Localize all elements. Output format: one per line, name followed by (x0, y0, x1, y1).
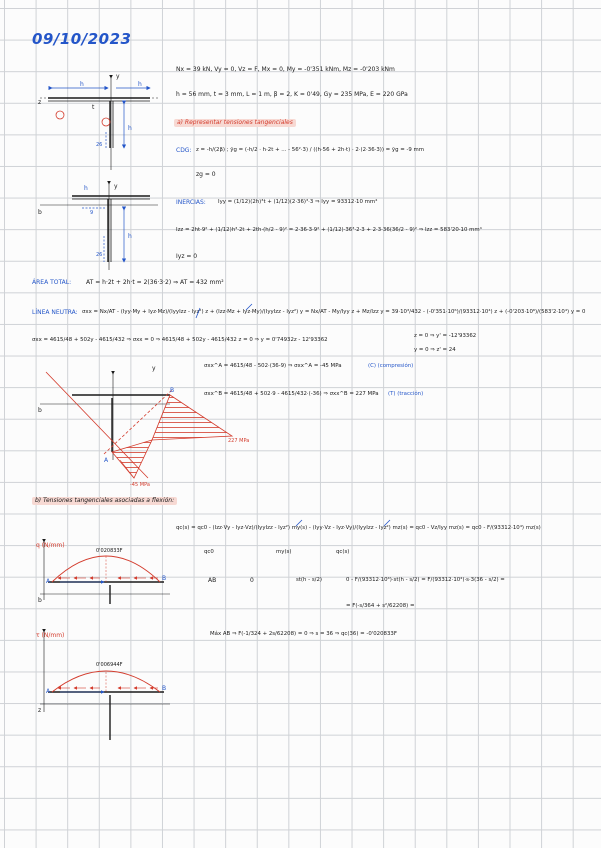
iyy-equation: Iyy = (1/12)(2h)³t + (1/12)(2·36)³·3 ⇒ Iyy = 93312·10 mm⁴ (218, 199, 378, 205)
izz-equation: Izz = 2ht·9² + (1/12)h³·2t + 2th·(h/2 - 9)² = 2·36·3·9² + (1/12)·36³·2·3 + 2·3·36(36/2 - 9)² ⇒ Izz = 583'20·10 mm⁴ (176, 227, 482, 233)
tau-point-a: A (46, 688, 51, 695)
cdg-zg: zg = 0 (196, 171, 216, 178)
tau-z-label: z (38, 707, 42, 714)
fig1-z-label: z (38, 99, 42, 106)
tau-max-value: 0'006944F (96, 662, 123, 668)
q-b-label: b (38, 597, 42, 604)
stress-value-45: -45 MPa (130, 482, 150, 488)
inercias-label: INERCIAS: (176, 199, 206, 206)
fig2-h-label: h (84, 185, 88, 192)
root-b: y = 0 ⇒ z' = 24 (414, 347, 456, 353)
correction-mark-3 (296, 520, 302, 526)
fig2-9-label: 9 (90, 210, 94, 216)
stress-y-label: y (152, 365, 156, 372)
table-header-my: my(s) (276, 549, 292, 555)
table-header-qc0: qc0 (204, 549, 214, 555)
stress-diagram (40, 372, 232, 478)
fig2-y-label: y (114, 183, 118, 190)
page-date: 09/10/2023 (32, 30, 132, 48)
tau-diagram (40, 632, 170, 740)
loads-line: Nx = 39 kN, Vy = 0, Vz = F, Mx = 0, My = -0'351 kNm, Mz = -0'203 kNm (176, 66, 395, 73)
correction-mark-1 (196, 308, 200, 318)
table-row-my: st(h - s/2) (296, 577, 322, 583)
fig1-h-label-right: h (138, 81, 142, 88)
sigma-b-tag: (T) (tracción) (388, 391, 424, 397)
correction-mark-4 (384, 520, 390, 526)
tau-point-b: B (162, 685, 167, 692)
fig1-hb-label: h (128, 125, 132, 132)
tau-axis-label: τ (N/mm) (36, 632, 65, 639)
cdg-label: CDG: (176, 147, 192, 154)
fig2-b-label: b (38, 209, 42, 216)
dimensions-line: h = 56 mm, t = 3 mm, L = 1 m, β = 2, K = 0'49, Gy = 235 MPa, E = 220 GPa (176, 91, 408, 98)
iyz-equation: Iyz = 0 (176, 253, 198, 260)
section-a-title: a) Representar tensiones tangenciales (174, 119, 296, 127)
correction-mark-2 (246, 304, 252, 310)
q-point-a: A (46, 578, 51, 585)
area-label: ÁREA TOTAL: (32, 279, 72, 286)
cdg-equation: z = -h/(2β) ; ȳg = (-h/2 · h·2t + ... - 56²·3) / ((h·56 + 2h·t) · 2·(2·36·3)) = ȳg = -9 mm (196, 147, 425, 153)
section-figure-1 (40, 78, 158, 170)
stress-value-227: 227 MPa (228, 438, 250, 444)
fig1-h-label: h (80, 81, 84, 88)
q-axis-label: q (N/mm) (36, 542, 65, 549)
table-header-qc: qc(s) (336, 549, 350, 555)
root-a: z = 0 ⇒ y' = -12'93362 (414, 333, 477, 339)
area-equation: AT = h·2t + 2h·t = 2(36·3·2) ⇒ AT = 432 mm² (86, 279, 224, 286)
q-point-b: B (162, 575, 167, 582)
sigma-equation: σxx = 4615/48 + 502y - 4615/432 ⇒ σxx = 0 ⇒ 4615/48 + 502y - 4615/432 z = 0 ⇒ y = 0'74932z - 12'93362 (32, 337, 328, 343)
stress-b-label: b (38, 407, 42, 414)
stress-point-b: B (170, 387, 175, 394)
stress-point-a: A (104, 457, 109, 464)
sigma-a-tag: (C) (compresión) (368, 363, 414, 369)
fig1-t-label: t (92, 104, 95, 111)
neutral-equation: σxx = Nx/AT - (Iyy·My + Iyz·Mz)/(IyyIzz - Iyz²) z + (Izz·Mz + Iyz·My)/(IyyIzz - Iyz²) y = Nx/AT - My/Iyy z + Mz/Izz y = 39·10³/432 - (-0'351·10⁶)/(93312·10⁴) z + (-0'203·10⁶)/(583'2·10⁴) y = 0 (82, 309, 586, 315)
neutral-label: LÍNEA NEUTRA: (32, 309, 78, 316)
fig1-y-label: y (116, 73, 120, 80)
fig2-26-label: 26 (96, 252, 103, 258)
sigma-a-equation: σxx^A = 4615/48 - 502·(36-9) ⇒ σxx^A = -45 MPa (204, 363, 342, 369)
table-row-qc2: = F(-s/364 + s²/62208) = (346, 603, 415, 609)
max-equation: Máx AB ⇒ F(-1/324 + 2s/62208) = 0 ⇒ s = 36 ⇒ qc(36) = -0'020833F (210, 631, 397, 637)
fig1-26-label: 26 (96, 142, 103, 148)
sigma-b-equation: σxx^B = 4615/48 + 502·9 - 4615/432·(-36) ⇒ σxx^B = 227 MPa (204, 391, 379, 397)
q-max-value: 0'020833F (96, 548, 123, 554)
fig2-hb-label: h (128, 233, 132, 240)
shear-equation: qc(s) = qc0 - (Izz·Vy - Iyz·Vz)/(IyyIzz - Iyz²) my(s) - (Iyy·Vz - Iyz·Vy)/(IyyIzz - Iyz²) mz(s) = qc0 - Vz/Iyy mz(s) = qc0 - F/(93312·10⁴) mz(s) (176, 525, 541, 531)
table-row-qc0: 0 (250, 577, 254, 584)
table-row-label: AB (208, 577, 217, 584)
section-b-title: b) Tensiones tangenciales asociadas a flexión: (32, 497, 177, 505)
table-row-qc: 0 - F/(93312·10⁴)·st(h - s/2) = F/(93312·10⁴)·s·3(36 - s/2) = (346, 577, 505, 583)
